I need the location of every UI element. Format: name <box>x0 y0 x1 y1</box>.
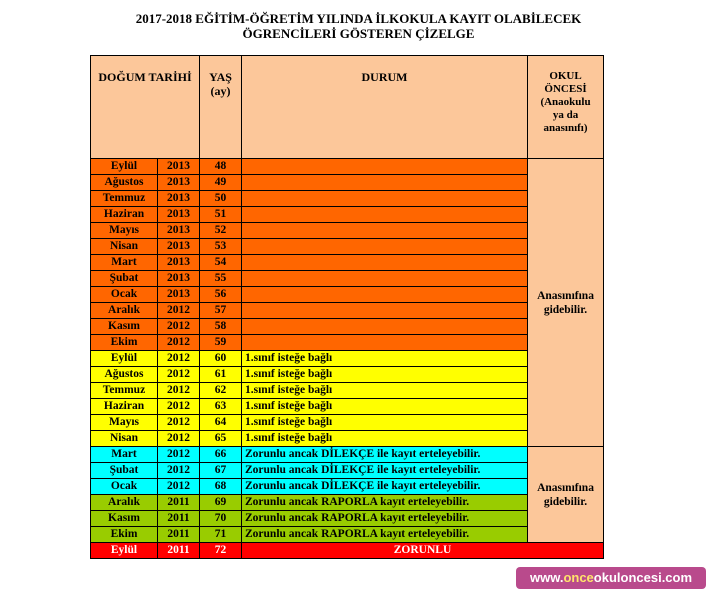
birth-year-cell: 2013 <box>158 223 200 239</box>
status-cell: 1.sınıf isteğe bağlı <box>242 383 528 399</box>
age-months-cell: 48 <box>200 159 242 175</box>
table-row <box>91 239 604 255</box>
watermark-badge <box>516 567 706 589</box>
table-row <box>91 463 604 479</box>
status-cell: Zorunlu ancak DİLEKÇE ile kayıt erteleyebilir. <box>242 447 528 463</box>
header-row <box>91 56 604 159</box>
age-months-cell: 53 <box>200 239 242 255</box>
status-cell <box>242 223 528 239</box>
header-yas-unit: (ay) <box>210 84 231 98</box>
status-cell: Zorunlu ancak RAPORLA kayıt erteleyebilir. <box>242 511 528 527</box>
table-row <box>91 175 604 191</box>
birth-month-cell: Eylül <box>91 351 158 367</box>
birth-month-cell: Şubat <box>91 271 158 287</box>
birth-year-cell: 2013 <box>158 287 200 303</box>
title-line-1: 2017-2018 EĞİTİM-ÖĞRETİM YILINDA İLKOKULA KAYIT OLABİLECEK <box>135 11 582 26</box>
status-cell: 1.sınıf isteğe bağlı <box>242 351 528 367</box>
status-cell <box>242 335 528 351</box>
birth-year-cell: 2012 <box>158 367 200 383</box>
table-row <box>91 319 604 335</box>
birth-month-cell: Ocak <box>91 479 158 495</box>
age-months-cell: 71 <box>200 527 242 543</box>
table-row <box>91 159 604 175</box>
status-cell <box>242 191 528 207</box>
age-months-cell: 70 <box>200 511 242 527</box>
status-cell <box>242 255 528 271</box>
table-row <box>91 415 604 431</box>
age-months-cell: 52 <box>200 223 242 239</box>
status-cell: Zorunlu ancak RAPORLA kayıt erteleyebilir. <box>242 527 528 543</box>
birth-month-cell: Haziran <box>91 207 158 223</box>
age-months-cell: 66 <box>200 447 242 463</box>
birth-year-cell: 2012 <box>158 431 200 447</box>
status-cell: 1.sınıf isteğe bağlı <box>242 367 528 383</box>
birth-month-cell: Nisan <box>91 239 158 255</box>
table-row <box>91 527 604 543</box>
status-cell: Zorunlu ancak RAPORLA kayıt erteleyebilir. <box>242 495 528 511</box>
table-row <box>91 287 604 303</box>
birth-year-cell: 2011 <box>158 543 200 559</box>
birth-year-cell: 2013 <box>158 191 200 207</box>
birth-year-cell: 2012 <box>158 319 200 335</box>
status-cell: ZORUNLU <box>242 543 604 559</box>
table-row <box>91 335 604 351</box>
table-row <box>91 191 604 207</box>
status-cell <box>242 175 528 191</box>
age-months-cell: 55 <box>200 271 242 287</box>
birth-month-cell: Ekim <box>91 335 158 351</box>
header-okul-oncesi: OKUL ÖNCESİ (Anaokulu ya da anasınıfı) <box>528 56 604 159</box>
table-row <box>91 495 604 511</box>
table-row <box>91 207 604 223</box>
birth-year-cell: 2012 <box>158 479 200 495</box>
birth-month-cell: Haziran <box>91 399 158 415</box>
birth-month-cell: Kasım <box>91 511 158 527</box>
table-row <box>91 255 604 271</box>
header-dogum-tarihi: DOĞUM TARİHİ <box>91 56 200 159</box>
age-months-cell: 50 <box>200 191 242 207</box>
birth-year-cell: 2012 <box>158 415 200 431</box>
birth-year-cell: 2012 <box>158 447 200 463</box>
registration-table <box>90 55 604 559</box>
birth-year-cell: 2011 <box>158 527 200 543</box>
birth-month-cell: Kasım <box>91 319 158 335</box>
age-months-cell: 72 <box>200 543 242 559</box>
table-row <box>91 431 604 447</box>
table-row <box>91 223 604 239</box>
birth-year-cell: 2013 <box>158 175 200 191</box>
watermark-em: once <box>563 570 594 585</box>
table-row <box>91 543 604 559</box>
header-yas <box>200 56 242 159</box>
okul-oncesi-note: Anasınıfına gidebilir. <box>528 159 604 447</box>
age-months-cell: 65 <box>200 431 242 447</box>
age-months-cell: 58 <box>200 319 242 335</box>
birth-month-cell: Temmuz <box>91 383 158 399</box>
age-months-cell: 54 <box>200 255 242 271</box>
watermark-prefix: www. <box>529 570 564 585</box>
birth-month-cell: Mayıs <box>91 415 158 431</box>
status-cell <box>242 271 528 287</box>
birth-month-cell: Şubat <box>91 463 158 479</box>
status-cell <box>242 239 528 255</box>
birth-year-cell: 2013 <box>158 159 200 175</box>
title-line-2: ÖGRENCİLERİ GÖSTEREN ÇİZELGE <box>242 26 475 41</box>
birth-month-cell: Ocak <box>91 287 158 303</box>
birth-year-cell: 2012 <box>158 463 200 479</box>
birth-year-cell: 2013 <box>158 255 200 271</box>
table-row <box>91 399 604 415</box>
table-body <box>91 159 604 559</box>
table-row <box>91 271 604 287</box>
registration-table-container <box>90 55 603 556</box>
age-months-cell: 68 <box>200 479 242 495</box>
header-yas-label: YAŞ <box>209 70 232 84</box>
status-cell <box>242 207 528 223</box>
table-row <box>91 447 604 463</box>
status-cell: Zorunlu ancak DİLEKÇE ile kayıt erteleyebilir. <box>242 463 528 479</box>
birth-month-cell: Mart <box>91 255 158 271</box>
age-months-cell: 60 <box>200 351 242 367</box>
birth-month-cell: Mayıs <box>91 223 158 239</box>
birth-month-cell: Ağustos <box>91 367 158 383</box>
status-cell: 1.sınıf isteğe bağlı <box>242 431 528 447</box>
age-months-cell: 61 <box>200 367 242 383</box>
birth-year-cell: 2011 <box>158 511 200 527</box>
birth-year-cell: 2012 <box>158 399 200 415</box>
birth-year-cell: 2012 <box>158 335 200 351</box>
status-cell <box>242 287 528 303</box>
birth-year-cell: 2013 <box>158 271 200 287</box>
birth-month-cell: Aralık <box>91 495 158 511</box>
birth-month-cell: Eylül <box>91 543 158 559</box>
age-months-cell: 63 <box>200 399 242 415</box>
table-row <box>91 511 604 527</box>
birth-month-cell: Aralık <box>91 303 158 319</box>
birth-year-cell: 2013 <box>158 207 200 223</box>
status-cell <box>242 159 528 175</box>
age-months-cell: 69 <box>200 495 242 511</box>
table-row <box>91 303 604 319</box>
status-cell <box>242 319 528 335</box>
age-months-cell: 49 <box>200 175 242 191</box>
age-months-cell: 51 <box>200 207 242 223</box>
table-row <box>91 479 604 495</box>
age-months-cell: 62 <box>200 383 242 399</box>
table-row <box>91 383 604 399</box>
birth-month-cell: Ağustos <box>91 175 158 191</box>
birth-year-cell: 2013 <box>158 239 200 255</box>
birth-month-cell: Nisan <box>91 431 158 447</box>
watermark-suffix: okuloncesi.com <box>593 570 693 585</box>
birth-month-cell: Temmuz <box>91 191 158 207</box>
age-months-cell: 56 <box>200 287 242 303</box>
birth-year-cell: 2011 <box>158 495 200 511</box>
birth-year-cell: 2012 <box>158 383 200 399</box>
table-row <box>91 367 604 383</box>
birth-month-cell: Ekim <box>91 527 158 543</box>
okul-oncesi-note: Anasınıfına gidebilir. <box>528 447 604 543</box>
age-months-cell: 67 <box>200 463 242 479</box>
status-cell: 1.sınıf isteğe bağlı <box>242 415 528 431</box>
age-months-cell: 57 <box>200 303 242 319</box>
header-durum: DURUM <box>242 56 528 159</box>
status-cell <box>242 303 528 319</box>
birth-month-cell: Eylül <box>91 159 158 175</box>
birth-year-cell: 2012 <box>158 351 200 367</box>
birth-month-cell: Mart <box>91 447 158 463</box>
age-months-cell: 59 <box>200 335 242 351</box>
table-row <box>91 351 604 367</box>
age-months-cell: 64 <box>200 415 242 431</box>
status-cell: Zorunlu ancak DİLEKÇE ile kayıt erteleyebilir. <box>242 479 528 495</box>
status-cell: 1.sınıf isteğe bağlı <box>242 399 528 415</box>
document-title <box>0 11 717 41</box>
birth-year-cell: 2012 <box>158 303 200 319</box>
